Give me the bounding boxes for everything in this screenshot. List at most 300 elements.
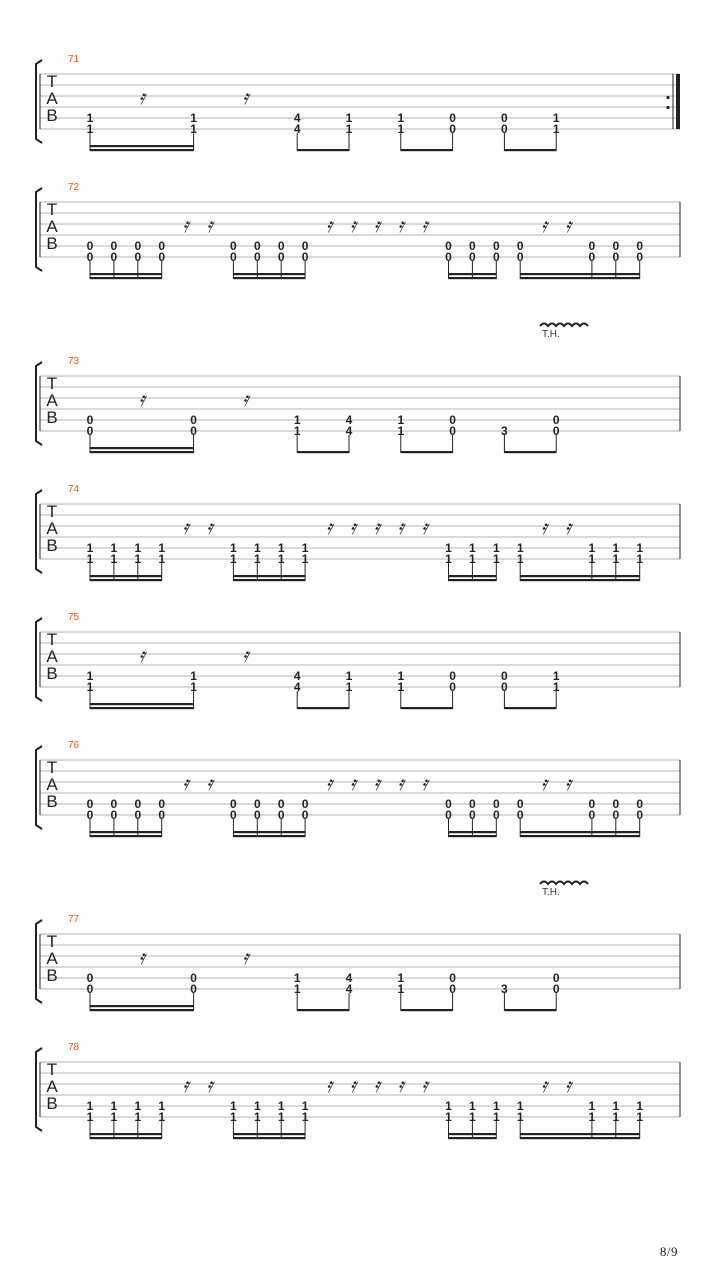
note-beam xyxy=(90,831,162,833)
fret-number: 0 xyxy=(158,797,166,811)
fret-number: 0 xyxy=(492,239,500,253)
fret-number: 1 xyxy=(469,1099,476,1113)
fret-number: 0 xyxy=(445,250,452,264)
fret-number: 1 xyxy=(636,1099,644,1113)
fret-number: 1 xyxy=(301,552,309,566)
fret-number: 1 xyxy=(110,541,118,555)
note-beam xyxy=(520,273,640,275)
fret-number: 0 xyxy=(86,413,94,427)
fret-number: 1 xyxy=(253,541,261,555)
sixteenth-rest: 𝄿 xyxy=(182,1073,189,1097)
measure-number: 72 xyxy=(68,182,80,193)
note-beam xyxy=(449,575,497,577)
sixteenth-rest: 𝄿 xyxy=(397,213,404,237)
fret-number: 1 xyxy=(86,111,94,125)
fret-number: 1 xyxy=(190,669,197,683)
fret-number: 1 xyxy=(345,122,353,136)
sixteenth-rest: 𝄿 xyxy=(325,771,333,795)
fret-number: 1 xyxy=(134,1099,142,1113)
sixteenth-rest: 𝄿 xyxy=(541,1073,548,1097)
fret-number: 0 xyxy=(277,808,285,822)
sixteenth-rest: 𝄿 xyxy=(138,85,145,109)
sixteenth-rest: 𝄿 xyxy=(541,515,548,539)
tab-clef-letter: A xyxy=(46,775,58,794)
fret-number: 0 xyxy=(588,250,596,264)
sixteenth-rest: 𝄿 xyxy=(349,771,356,795)
note-beam xyxy=(520,277,640,279)
sixteenth-rest: 𝄿 xyxy=(325,515,333,539)
fret-number: 1 xyxy=(397,669,405,683)
note-beam xyxy=(520,1133,640,1135)
fret-number: 1 xyxy=(293,982,301,996)
fret-number: 0 xyxy=(445,808,452,822)
tab-clef-letter: T xyxy=(46,200,58,219)
fret-number: 0 xyxy=(501,680,508,694)
fret-number: 1 xyxy=(301,1110,309,1124)
measure-number: 71 xyxy=(68,54,80,65)
harmonic-vibrato-line xyxy=(540,324,588,327)
note-beam xyxy=(90,451,194,453)
tab-clef-letter: T xyxy=(46,374,58,393)
note-beam xyxy=(90,1009,194,1011)
fret-number: 1 xyxy=(516,541,524,555)
fret-number: 0 xyxy=(449,680,456,694)
fret-number: 0 xyxy=(301,808,309,822)
fret-number: 1 xyxy=(110,552,118,566)
fret-number: 0 xyxy=(492,250,500,264)
fret-number: 1 xyxy=(516,552,524,566)
sixteenth-rest: 𝄿 xyxy=(421,213,428,237)
fret-number: 3 xyxy=(501,424,508,438)
repeat-dot xyxy=(666,106,669,109)
fret-number: 0 xyxy=(190,413,197,427)
fret-number: 1 xyxy=(134,1110,142,1124)
fret-number: 0 xyxy=(612,250,620,264)
sixteenth-rest: 𝄿 xyxy=(138,387,145,411)
note-beam xyxy=(401,707,453,709)
fret-number: 1 xyxy=(345,669,353,683)
sixteenth-rest: 𝄿 xyxy=(349,515,356,539)
sixteenth-rest: 𝄿 xyxy=(421,515,428,539)
fret-number: 0 xyxy=(301,797,309,811)
fret-number: 1 xyxy=(190,111,197,125)
fret-number: 1 xyxy=(134,541,142,555)
fret-number: 0 xyxy=(253,239,261,253)
fret-number: 1 xyxy=(612,1110,620,1124)
note-beam xyxy=(297,1009,349,1011)
sixteenth-rest: 𝄿 xyxy=(564,771,572,795)
sixteenth-rest: 𝄿 xyxy=(206,515,213,539)
fret-number: 1 xyxy=(445,1099,452,1113)
harmonic-vibrato-line xyxy=(540,882,588,885)
measure-number: 74 xyxy=(68,484,80,495)
fret-number: 4 xyxy=(293,122,301,136)
note-beam xyxy=(90,447,194,449)
note-beam xyxy=(90,835,162,837)
fret-number: 0 xyxy=(469,797,476,811)
sixteenth-rest: 𝄿 xyxy=(373,771,380,795)
note-beam xyxy=(520,1137,640,1139)
fret-number: 1 xyxy=(277,541,285,555)
sixteenth-rest: 𝄿 xyxy=(421,1073,428,1097)
note-beam xyxy=(297,707,349,709)
tab-clef-letter: B xyxy=(46,536,58,555)
fret-number: 1 xyxy=(301,1099,309,1113)
fret-number: 0 xyxy=(516,808,524,822)
note-beam xyxy=(233,273,305,275)
fret-number: 1 xyxy=(445,552,452,566)
fret-number: 0 xyxy=(86,797,94,811)
fret-number: 1 xyxy=(158,541,166,555)
tab-clef-letter: A xyxy=(46,391,58,410)
note-beam xyxy=(90,703,194,705)
sixteenth-rest: 𝄿 xyxy=(541,771,548,795)
fret-number: 0 xyxy=(158,250,166,264)
sixteenth-rest: 𝄿 xyxy=(397,1073,404,1097)
sixteenth-rest: 𝄿 xyxy=(206,1073,213,1097)
fret-number: 1 xyxy=(636,1110,644,1124)
fret-number: 1 xyxy=(492,541,500,555)
sixteenth-rest: 𝄿 xyxy=(182,771,189,795)
fret-number: 0 xyxy=(110,797,118,811)
fret-number: 1 xyxy=(253,552,261,566)
fret-number: 1 xyxy=(636,541,644,555)
fret-number: 0 xyxy=(636,808,644,822)
fret-number: 0 xyxy=(588,239,596,253)
fret-number: 1 xyxy=(588,552,596,566)
sixteenth-rest: 𝄿 xyxy=(373,213,380,237)
sixteenth-rest: 𝄿 xyxy=(242,945,249,969)
note-beam xyxy=(401,149,453,151)
fret-number: 0 xyxy=(86,424,94,438)
sixteenth-rest: 𝄿 xyxy=(349,213,356,237)
fret-number: 1 xyxy=(158,552,166,566)
note-beam xyxy=(297,149,349,151)
fret-number: 1 xyxy=(397,680,405,694)
note-beam xyxy=(90,579,162,581)
measure-number: 76 xyxy=(68,740,80,751)
fret-number: 1 xyxy=(492,1110,500,1124)
fret-number: 1 xyxy=(110,1099,118,1113)
fret-number: 1 xyxy=(397,982,405,996)
system-bracket xyxy=(36,618,42,701)
fret-number: 0 xyxy=(501,111,508,125)
note-beam xyxy=(90,1005,194,1007)
system-bracket xyxy=(36,746,42,829)
fret-number: 4 xyxy=(293,680,301,694)
fret-number: 0 xyxy=(501,122,508,136)
page-number: 8/9 xyxy=(659,1244,678,1259)
fret-number: 0 xyxy=(134,808,142,822)
fret-number: 0 xyxy=(277,797,285,811)
fret-number: 0 xyxy=(86,982,94,996)
system-bracket xyxy=(36,1048,42,1131)
fret-number: 0 xyxy=(277,239,285,253)
fret-number: 0 xyxy=(636,250,644,264)
tab-clef-letter: B xyxy=(46,966,58,985)
sixteenth-rest: 𝄿 xyxy=(206,771,213,795)
repeat-dot xyxy=(666,96,669,99)
note-beam xyxy=(449,831,497,833)
note-beam xyxy=(520,831,640,833)
fret-number: 1 xyxy=(86,1099,94,1113)
fret-number: 0 xyxy=(253,250,261,264)
sixteenth-rest: 𝄿 xyxy=(206,213,213,237)
fret-number: 1 xyxy=(86,680,94,694)
fret-number: 1 xyxy=(253,1110,261,1124)
sixteenth-rest: 𝄿 xyxy=(397,771,404,795)
fret-number: 0 xyxy=(230,808,237,822)
fret-number: 0 xyxy=(449,111,456,125)
note-beam xyxy=(401,451,453,453)
fret-number: 1 xyxy=(230,1099,237,1113)
fret-number: 0 xyxy=(110,250,118,264)
fret-number: 1 xyxy=(516,1099,524,1113)
note-beam xyxy=(449,579,497,581)
fret-number: 0 xyxy=(110,808,118,822)
fret-number: 1 xyxy=(612,541,620,555)
fret-number: 1 xyxy=(397,971,405,985)
tab-clef-letter: A xyxy=(46,89,58,108)
fret-number: 4 xyxy=(345,971,353,985)
fret-number: 1 xyxy=(552,680,560,694)
note-beam xyxy=(449,273,497,275)
fret-number: 1 xyxy=(158,1099,166,1113)
fret-number: 0 xyxy=(86,808,94,822)
fret-number: 4 xyxy=(345,982,353,996)
note-beam xyxy=(449,835,497,837)
fret-number: 0 xyxy=(612,239,620,253)
harmonic-label: T.H. xyxy=(542,329,560,340)
fret-number: 1 xyxy=(158,1110,166,1124)
fret-number: 1 xyxy=(277,552,285,566)
sixteenth-rest: 𝄿 xyxy=(182,213,189,237)
system-bracket xyxy=(36,188,42,271)
fret-number: 0 xyxy=(449,122,456,136)
fret-number: 0 xyxy=(449,669,456,683)
fret-number: 1 xyxy=(134,552,142,566)
fret-number: 0 xyxy=(492,808,500,822)
fret-number: 1 xyxy=(612,552,620,566)
fret-number: 0 xyxy=(86,239,94,253)
fret-number: 1 xyxy=(86,552,94,566)
harmonic-label: T.H. xyxy=(542,887,560,898)
fret-number: 0 xyxy=(612,797,620,811)
tab-clef-letter: A xyxy=(46,949,58,968)
fret-number: 1 xyxy=(190,680,197,694)
fret-number: 1 xyxy=(469,541,476,555)
sixteenth-rest: 𝄿 xyxy=(138,643,145,667)
note-beam xyxy=(233,835,305,837)
fret-number: 0 xyxy=(552,971,560,985)
note-beam xyxy=(520,579,640,581)
fret-number: 0 xyxy=(516,239,524,253)
note-beam xyxy=(504,451,556,453)
fret-number: 1 xyxy=(397,413,405,427)
fret-number: 0 xyxy=(516,797,524,811)
fret-number: 0 xyxy=(158,808,166,822)
fret-number: 1 xyxy=(293,413,301,427)
fret-number: 0 xyxy=(230,239,237,253)
fret-number: 0 xyxy=(301,239,309,253)
note-beam xyxy=(90,273,162,275)
fret-number: 0 xyxy=(636,239,644,253)
tab-clef-letter: B xyxy=(46,106,58,125)
sixteenth-rest: 𝄿 xyxy=(138,945,145,969)
note-beam xyxy=(233,277,305,279)
fret-number: 0 xyxy=(253,797,261,811)
note-beam xyxy=(504,149,556,151)
fret-number: 1 xyxy=(293,424,301,438)
fret-number: 1 xyxy=(636,552,644,566)
fret-number: 1 xyxy=(469,552,476,566)
repeat-barline-thick xyxy=(676,74,680,129)
note-beam xyxy=(90,1137,162,1139)
note-beam xyxy=(504,707,556,709)
fret-number: 0 xyxy=(445,797,452,811)
fret-number: 1 xyxy=(588,1099,596,1113)
tab-clef-letter: T xyxy=(46,72,58,91)
fret-number: 1 xyxy=(86,541,94,555)
note-beam xyxy=(90,575,162,577)
tab-clef-letter: T xyxy=(46,758,58,777)
fret-number: 1 xyxy=(301,541,309,555)
fret-number: 1 xyxy=(86,122,94,136)
sixteenth-rest: 𝄿 xyxy=(242,85,249,109)
sixteenth-rest: 𝄿 xyxy=(421,771,428,795)
fret-number: 0 xyxy=(230,250,237,264)
system-bracket xyxy=(36,362,42,445)
fret-number: 1 xyxy=(492,1099,500,1113)
fret-number: 4 xyxy=(293,111,301,125)
fret-number: 0 xyxy=(588,797,596,811)
note-beam xyxy=(90,145,194,147)
fret-number: 0 xyxy=(190,424,197,438)
fret-number: 1 xyxy=(253,1099,261,1113)
fret-number: 1 xyxy=(612,1099,620,1113)
fret-number: 1 xyxy=(445,1110,452,1124)
tab-clef-letter: B xyxy=(46,1094,58,1113)
sixteenth-rest: 𝄿 xyxy=(397,515,404,539)
fret-number: 1 xyxy=(86,1110,94,1124)
fret-number: 1 xyxy=(345,111,353,125)
tab-clef-letter: A xyxy=(46,647,58,666)
sixteenth-rest: 𝄿 xyxy=(564,515,572,539)
fret-number: 0 xyxy=(552,413,560,427)
fret-number: 0 xyxy=(636,797,644,811)
tab-clef-letter: T xyxy=(46,1060,58,1079)
fret-number: 0 xyxy=(190,971,197,985)
measure-number: 73 xyxy=(68,356,80,367)
sixteenth-rest: 𝄿 xyxy=(182,515,189,539)
fret-number: 1 xyxy=(397,424,405,438)
note-beam xyxy=(90,707,194,709)
tab-clef-letter: T xyxy=(46,630,58,649)
tab-clef-letter: B xyxy=(46,664,58,683)
note-beam xyxy=(297,451,349,453)
fret-number: 1 xyxy=(552,111,560,125)
note-beam xyxy=(233,1137,305,1139)
fret-number: 1 xyxy=(445,541,452,555)
fret-number: 0 xyxy=(449,971,456,985)
sixteenth-rest: 𝄿 xyxy=(325,213,333,237)
fret-number: 1 xyxy=(86,669,94,683)
sixteenth-rest: 𝄿 xyxy=(242,643,249,667)
fret-number: 1 xyxy=(469,1110,476,1124)
tab-clef-letter: T xyxy=(46,502,58,521)
tab-clef-letter: B xyxy=(46,408,58,427)
fret-number: 1 xyxy=(397,111,405,125)
fret-number: 0 xyxy=(449,982,456,996)
tab-clef-letter: A xyxy=(46,217,58,236)
note-beam xyxy=(401,1009,453,1011)
fret-number: 0 xyxy=(501,669,508,683)
fret-number: 0 xyxy=(469,250,476,264)
sixteenth-rest: 𝄿 xyxy=(325,1073,333,1097)
fret-number: 0 xyxy=(445,239,452,253)
fret-number: 1 xyxy=(588,541,596,555)
note-beam xyxy=(449,1133,497,1135)
fret-number: 0 xyxy=(134,797,142,811)
note-beam xyxy=(90,149,194,151)
measure-number: 78 xyxy=(68,1042,80,1053)
fret-number: 1 xyxy=(492,552,500,566)
fret-number: 0 xyxy=(277,250,285,264)
fret-number: 1 xyxy=(230,1110,237,1124)
fret-number: 1 xyxy=(552,122,560,136)
fret-number: 0 xyxy=(552,424,560,438)
fret-number: 0 xyxy=(492,797,500,811)
sixteenth-rest: 𝄿 xyxy=(373,515,380,539)
sixteenth-rest: 𝄿 xyxy=(564,213,572,237)
fret-number: 1 xyxy=(293,971,301,985)
sixteenth-rest: 𝄿 xyxy=(242,387,249,411)
fret-number: 3 xyxy=(501,982,508,996)
tab-clef-letter: B xyxy=(46,792,58,811)
tab-clef-letter: A xyxy=(46,519,58,538)
fret-number: 4 xyxy=(345,424,353,438)
system-bracket xyxy=(36,490,42,573)
fret-number: 0 xyxy=(86,250,94,264)
fret-number: 1 xyxy=(230,552,237,566)
fret-number: 0 xyxy=(469,239,476,253)
note-beam xyxy=(520,835,640,837)
sixteenth-rest: 𝄿 xyxy=(541,213,548,237)
fret-number: 1 xyxy=(277,1099,285,1113)
tab-clef-letter: A xyxy=(46,1077,58,1096)
note-beam xyxy=(449,1137,497,1139)
fret-number: 0 xyxy=(253,808,261,822)
fret-number: 0 xyxy=(469,808,476,822)
note-beam xyxy=(233,831,305,833)
fret-number: 0 xyxy=(110,239,118,253)
sixteenth-rest: 𝄿 xyxy=(373,1073,380,1097)
fret-number: 4 xyxy=(345,413,353,427)
fret-number: 0 xyxy=(190,982,197,996)
note-beam xyxy=(90,1133,162,1135)
fret-number: 0 xyxy=(134,239,142,253)
fret-number: 1 xyxy=(516,1110,524,1124)
fret-number: 1 xyxy=(552,669,560,683)
note-beam xyxy=(449,277,497,279)
fret-number: 0 xyxy=(134,250,142,264)
note-beam xyxy=(504,1009,556,1011)
fret-number: 0 xyxy=(552,982,560,996)
fret-number: 0 xyxy=(230,797,237,811)
fret-number: 0 xyxy=(449,424,456,438)
system-bracket xyxy=(36,920,42,1003)
fret-number: 1 xyxy=(110,1110,118,1124)
